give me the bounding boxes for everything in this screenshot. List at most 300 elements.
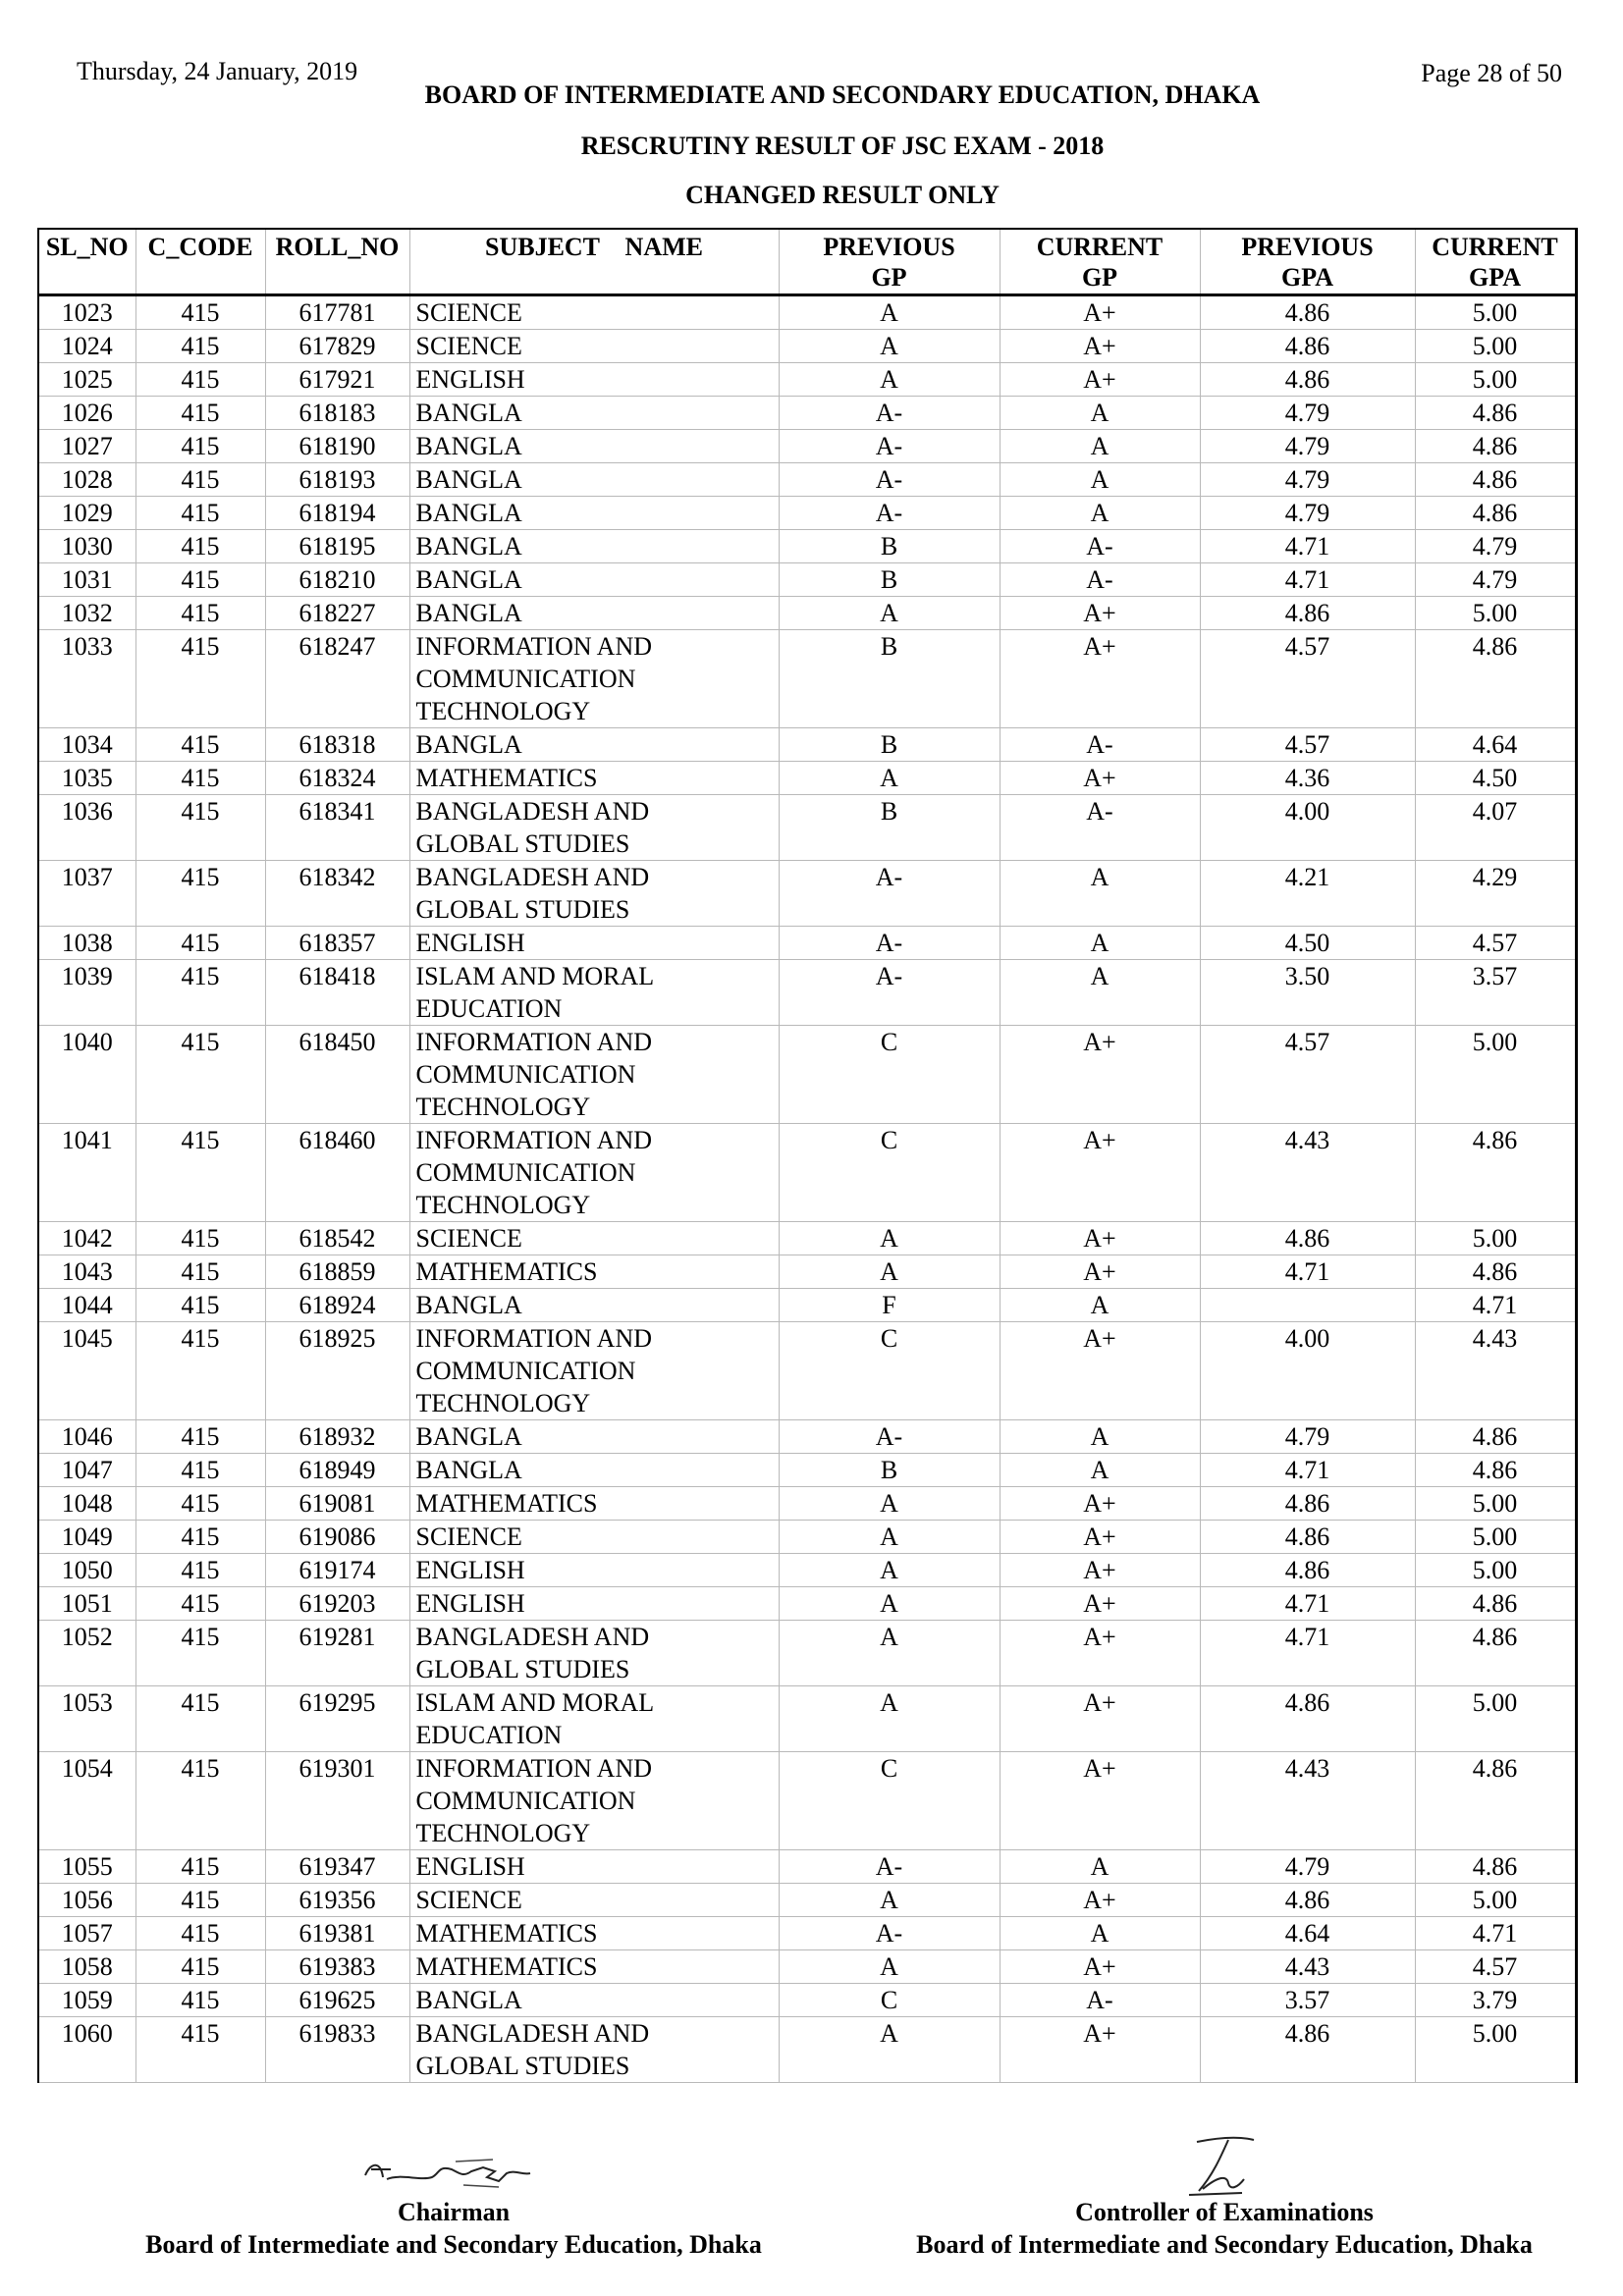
chairman-signature	[361, 2148, 548, 2197]
c-code-cell: 415	[135, 1686, 265, 1752]
roll-no-cell: 619086	[265, 1521, 409, 1554]
previous-gpa-cell: 4.57	[1200, 630, 1415, 728]
chairman-organization: Board of Intermediate and Secondary Education, Dhaka	[145, 2230, 762, 2259]
previous-gpa-cell: 4.79	[1200, 1420, 1415, 1454]
sl-no-cell: 1046	[38, 1420, 135, 1454]
previous-gp-cell: B	[779, 530, 1000, 563]
previous-gpa-cell: 4.71	[1200, 530, 1415, 563]
table-row	[38, 1487, 1576, 1521]
subject-cell	[409, 295, 779, 330]
table-row	[38, 1884, 1576, 1917]
roll-no-cell: 618418	[265, 960, 409, 1026]
header-previous-gpa	[1200, 229, 1415, 295]
roll-no-cell: 619347	[265, 1850, 409, 1884]
roll-no-cell: 618194	[265, 497, 409, 530]
subject-line: BANGLA	[415, 399, 522, 427]
sl-no-cell: 1044	[38, 1289, 135, 1322]
header-current-gpa	[1415, 229, 1576, 295]
subject-cell	[409, 1950, 779, 1984]
roll-no-cell: 618357	[265, 927, 409, 960]
subject-line: COMMUNICATION	[415, 1787, 636, 1815]
sl-no-cell: 1040	[38, 1026, 135, 1124]
previous-gpa-cell: 4.86	[1200, 363, 1415, 397]
subject-line: MATHEMATICS	[415, 1257, 598, 1286]
subject-cell	[409, 762, 779, 795]
subject-cell	[409, 1917, 779, 1950]
previous-gp-cell: B	[779, 1454, 1000, 1487]
c-code-cell: 415	[135, 1487, 265, 1521]
roll-no-cell: 618210	[265, 563, 409, 597]
current-gpa-cell: 4.86	[1415, 463, 1576, 497]
results-table	[37, 228, 1578, 2083]
subject-line: BANGLA	[415, 499, 522, 527]
current-gp-cell: A	[1000, 960, 1200, 1026]
previous-gp-cell: C	[779, 1984, 1000, 2017]
current-gpa-cell: 5.00	[1415, 597, 1576, 630]
roll-no-cell: 617781	[265, 295, 409, 330]
previous-gp-cell: A	[779, 330, 1000, 363]
table-row	[38, 1686, 1576, 1752]
c-code-cell: 415	[135, 960, 265, 1026]
current-gpa-cell: 4.86	[1415, 1850, 1576, 1884]
current-gpa-cell: 4.86	[1415, 397, 1576, 430]
previous-gpa-cell: 4.79	[1200, 1850, 1415, 1884]
subject-cell	[409, 1026, 779, 1124]
sl-no-cell: 1034	[38, 728, 135, 762]
sl-no-cell: 1047	[38, 1454, 135, 1487]
roll-no-cell: 618342	[265, 861, 409, 927]
current-gp-cell: A+	[1000, 1487, 1200, 1521]
current-gpa-cell: 5.00	[1415, 2017, 1576, 2083]
table-row	[38, 1454, 1576, 1487]
roll-no-cell: 619383	[265, 1950, 409, 1984]
subject-cell	[409, 363, 779, 397]
subject-line: BANGLA	[415, 1291, 522, 1319]
subject-cell	[409, 728, 779, 762]
subject-cell	[409, 463, 779, 497]
c-code-cell: 415	[135, 1521, 265, 1554]
c-code-cell: 415	[135, 1124, 265, 1222]
table-row	[38, 1984, 1576, 2017]
c-code-cell: 415	[135, 1222, 265, 1255]
subject-cell	[409, 597, 779, 630]
subject-line: BANGLADESH AND	[415, 797, 650, 826]
previous-gp-cell: A	[779, 1621, 1000, 1686]
current-gpa-cell: 4.71	[1415, 1917, 1576, 1950]
subject-line: TECHNOLOGY	[415, 697, 591, 725]
current-gp-cell: A+	[1000, 1686, 1200, 1752]
sl-no-cell: 1054	[38, 1752, 135, 1850]
current-gp-cell: A+	[1000, 762, 1200, 795]
c-code-cell: 415	[135, 2017, 265, 2083]
roll-no-cell: 619356	[265, 1884, 409, 1917]
c-code-cell: 415	[135, 1587, 265, 1621]
current-gp-cell: A+	[1000, 295, 1200, 330]
previous-gpa-cell: 4.71	[1200, 563, 1415, 597]
subject-line: MATHEMATICS	[415, 1952, 598, 1981]
subject-cell	[409, 2017, 779, 2083]
current-gpa-cell: 5.00	[1415, 330, 1576, 363]
previous-gpa-cell: 3.57	[1200, 1984, 1415, 2017]
roll-no-cell: 617829	[265, 330, 409, 363]
subject-cell	[409, 1322, 779, 1420]
previous-gp-cell: A-	[779, 1850, 1000, 1884]
current-gp-cell: A+	[1000, 330, 1200, 363]
header-sl-no: SL_NO	[38, 229, 135, 295]
previous-gp-cell: B	[779, 630, 1000, 728]
subject-line: BANGLADESH AND	[415, 2019, 650, 2048]
subject-line: GLOBAL STUDIES	[415, 895, 630, 924]
subject-line: ISLAM AND MORAL	[415, 962, 655, 990]
current-gpa-cell: 4.79	[1415, 563, 1576, 597]
table-row	[38, 795, 1576, 861]
current-gp-cell: A+	[1000, 1950, 1200, 1984]
previous-gp-cell: B	[779, 795, 1000, 861]
chairman-signature-block	[118, 2148, 789, 2262]
current-gpa-cell: 5.00	[1415, 1686, 1576, 1752]
sl-no-cell: 1033	[38, 630, 135, 728]
previous-gp-cell: A	[779, 1950, 1000, 1984]
previous-gp-cell: A	[779, 1255, 1000, 1289]
current-gpa-cell: 4.79	[1415, 530, 1576, 563]
c-code-cell: 415	[135, 728, 265, 762]
previous-gp-cell: A	[779, 1587, 1000, 1621]
table-row	[38, 630, 1576, 728]
subject-line: COMMUNICATION	[415, 665, 636, 693]
table-row	[38, 728, 1576, 762]
subject-cell	[409, 960, 779, 1026]
previous-gp-cell: A-	[779, 497, 1000, 530]
roll-no-cell: 618183	[265, 397, 409, 430]
table-row	[38, 295, 1576, 330]
subject-line: GLOBAL STUDIES	[415, 2052, 630, 2080]
previous-gpa-cell: 4.36	[1200, 762, 1415, 795]
current-gp-cell: A	[1000, 1917, 1200, 1950]
table-row	[38, 1850, 1576, 1884]
subject-line: MATHEMATICS	[415, 1489, 598, 1518]
previous-gpa-cell: 4.86	[1200, 2017, 1415, 2083]
c-code-cell: 415	[135, 1255, 265, 1289]
table-row	[38, 1255, 1576, 1289]
subject-cell	[409, 1850, 779, 1884]
previous-gpa-cell: 4.00	[1200, 1322, 1415, 1420]
subject-line: COMMUNICATION	[415, 1357, 636, 1385]
subject-line: MATHEMATICS	[415, 1919, 598, 1948]
subject-line: COMMUNICATION	[415, 1158, 636, 1187]
roll-no-cell: 619625	[265, 1984, 409, 2017]
current-gpa-cell: 5.00	[1415, 1521, 1576, 1554]
c-code-cell: 415	[135, 430, 265, 463]
table-row	[38, 363, 1576, 397]
subject-line: COMMUNICATION	[415, 1060, 636, 1089]
sl-no-cell: 1027	[38, 430, 135, 463]
roll-no-cell: 618318	[265, 728, 409, 762]
subject-line: GLOBAL STUDIES	[415, 1655, 630, 1683]
table-row	[38, 563, 1576, 597]
current-gpa-cell: 4.43	[1415, 1322, 1576, 1420]
previous-gpa-cell: 4.43	[1200, 1124, 1415, 1222]
current-gpa-cell: 4.86	[1415, 1752, 1576, 1850]
previous-gpa-cell: 4.86	[1200, 330, 1415, 363]
table-row	[38, 430, 1576, 463]
subject-line: TECHNOLOGY	[415, 1819, 591, 1847]
table-header-row	[38, 229, 1576, 295]
subject-cell	[409, 1587, 779, 1621]
subject-line: BANGLADESH AND	[415, 1623, 650, 1651]
roll-no-cell: 619174	[265, 1554, 409, 1587]
header-previous-gp-line2: GP	[871, 263, 907, 292]
previous-gpa-cell: 4.86	[1200, 1487, 1415, 1521]
previous-gpa-cell: 4.86	[1200, 1222, 1415, 1255]
subject-cell	[409, 1124, 779, 1222]
current-gp-cell: A	[1000, 1289, 1200, 1322]
current-gpa-cell: 5.00	[1415, 1222, 1576, 1255]
previous-gpa-cell: 4.50	[1200, 927, 1415, 960]
sl-no-cell: 1042	[38, 1222, 135, 1255]
previous-gpa-cell: 4.79	[1200, 463, 1415, 497]
current-gpa-cell: 3.57	[1415, 960, 1576, 1026]
header-current-gpa-line2: GPA	[1469, 263, 1521, 292]
current-gp-cell: A-	[1000, 563, 1200, 597]
table-row	[38, 330, 1576, 363]
previous-gp-cell: A	[779, 1884, 1000, 1917]
table-row	[38, 1124, 1576, 1222]
current-gp-cell: A+	[1000, 1124, 1200, 1222]
previous-gp-cell: A	[779, 295, 1000, 330]
current-gp-cell: A-	[1000, 795, 1200, 861]
table-row	[38, 1289, 1576, 1322]
table-row	[38, 1222, 1576, 1255]
sl-no-cell: 1043	[38, 1255, 135, 1289]
table-row	[38, 2017, 1576, 2083]
roll-no-cell: 618247	[265, 630, 409, 728]
c-code-cell: 415	[135, 330, 265, 363]
current-gp-cell: A+	[1000, 363, 1200, 397]
subject-cell	[409, 1984, 779, 2017]
header-previous-gp-line1: PREVIOUS	[823, 233, 955, 261]
subject-line: BANGLA	[415, 599, 522, 627]
previous-gpa-cell: 4.21	[1200, 861, 1415, 927]
previous-gp-cell: A	[779, 1686, 1000, 1752]
subject-line: BANGLA	[415, 1456, 522, 1484]
c-code-cell: 415	[135, 463, 265, 497]
current-gp-cell: A	[1000, 1420, 1200, 1454]
current-gpa-cell: 4.71	[1415, 1289, 1576, 1322]
roll-no-cell: 618190	[265, 430, 409, 463]
table-row	[38, 1554, 1576, 1587]
c-code-cell: 415	[135, 861, 265, 927]
subject-line: SCIENCE	[415, 298, 522, 327]
subject-cell	[409, 497, 779, 530]
subject-cell	[409, 1255, 779, 1289]
sl-no-cell: 1053	[38, 1686, 135, 1752]
subject-line: EDUCATION	[415, 994, 563, 1023]
current-gp-cell: A+	[1000, 630, 1200, 728]
subject-cell	[409, 330, 779, 363]
table-row	[38, 1521, 1576, 1554]
table-row	[38, 1026, 1576, 1124]
table-row	[38, 927, 1576, 960]
previous-gpa-cell: 4.43	[1200, 1752, 1415, 1850]
c-code-cell: 415	[135, 497, 265, 530]
previous-gpa-cell: 4.86	[1200, 597, 1415, 630]
sl-no-cell: 1035	[38, 762, 135, 795]
current-gp-cell: A+	[1000, 1322, 1200, 1420]
subject-cell	[409, 530, 779, 563]
subject-line: GLOBAL STUDIES	[415, 829, 630, 858]
previous-gp-cell: A	[779, 1222, 1000, 1255]
subject-line: BANGLA	[415, 730, 522, 759]
c-code-cell: 415	[135, 397, 265, 430]
current-gpa-cell: 4.86	[1415, 430, 1576, 463]
c-code-cell: 415	[135, 1420, 265, 1454]
current-gpa-cell: 3.79	[1415, 1984, 1576, 2017]
sl-no-cell: 1028	[38, 463, 135, 497]
previous-gpa-cell: 4.79	[1200, 430, 1415, 463]
print-date: Thursday, 24 January, 2019	[77, 57, 358, 85]
header-current-gp	[1000, 229, 1200, 295]
current-gp-cell: A-	[1000, 1984, 1200, 2017]
current-gp-cell: A+	[1000, 1621, 1200, 1686]
table-row	[38, 1950, 1576, 1984]
subject-cell	[409, 1752, 779, 1850]
current-gp-cell: A	[1000, 463, 1200, 497]
current-gp-cell: A+	[1000, 1884, 1200, 1917]
previous-gp-cell: A-	[779, 430, 1000, 463]
c-code-cell: 415	[135, 363, 265, 397]
c-code-cell: 415	[135, 1621, 265, 1686]
subject-line: INFORMATION AND	[415, 1754, 653, 1783]
c-code-cell: 415	[135, 1984, 265, 2017]
subject-cell	[409, 861, 779, 927]
c-code-cell: 415	[135, 795, 265, 861]
c-code-cell: 415	[135, 1850, 265, 1884]
previous-gp-cell: C	[779, 1322, 1000, 1420]
subject-line: SCIENCE	[415, 1522, 522, 1551]
previous-gp-cell: A-	[779, 927, 1000, 960]
sl-no-cell: 1060	[38, 2017, 135, 2083]
previous-gp-cell: C	[779, 1752, 1000, 1850]
subject-cell	[409, 1621, 779, 1686]
subject-line: TECHNOLOGY	[415, 1389, 591, 1417]
header-previous-gpa-line2: GPA	[1281, 263, 1333, 292]
current-gp-cell: A+	[1000, 1255, 1200, 1289]
table-row	[38, 497, 1576, 530]
subject-cell	[409, 430, 779, 463]
roll-no-cell: 618949	[265, 1454, 409, 1487]
roll-no-cell: 618324	[265, 762, 409, 795]
current-gpa-cell: 5.00	[1415, 295, 1576, 330]
subject-line: BANGLADESH AND	[415, 863, 650, 891]
c-code-cell: 415	[135, 762, 265, 795]
current-gp-cell: A	[1000, 927, 1200, 960]
subject-line: BANGLA	[415, 1986, 522, 2014]
c-code-cell: 415	[135, 1322, 265, 1420]
previous-gp-cell: C	[779, 1026, 1000, 1124]
previous-gpa-cell: 4.86	[1200, 295, 1415, 330]
previous-gp-cell: A-	[779, 960, 1000, 1026]
subject-cell	[409, 1554, 779, 1587]
previous-gp-cell: B	[779, 728, 1000, 762]
current-gp-cell: A-	[1000, 728, 1200, 762]
subject-line: ENGLISH	[415, 365, 525, 394]
roll-no-cell: 618341	[265, 795, 409, 861]
current-gpa-cell: 4.86	[1415, 497, 1576, 530]
subject-line: BANGLA	[415, 1422, 522, 1451]
sl-no-cell: 1038	[38, 927, 135, 960]
roll-no-cell: 618925	[265, 1322, 409, 1420]
filter-title: CHANGED RESULT ONLY	[685, 181, 1000, 209]
table-row	[38, 397, 1576, 430]
previous-gpa-cell: 4.86	[1200, 1554, 1415, 1587]
subject-line: BANGLA	[415, 465, 522, 494]
current-gp-cell: A	[1000, 397, 1200, 430]
subject-line: INFORMATION AND	[415, 1324, 653, 1353]
previous-gp-cell: A	[779, 1521, 1000, 1554]
sl-no-cell: 1030	[38, 530, 135, 563]
sl-no-cell: 1045	[38, 1322, 135, 1420]
current-gpa-cell: 4.86	[1415, 1420, 1576, 1454]
board-title: BOARD OF INTERMEDIATE AND SECONDARY EDUCATION, DHAKA	[424, 80, 1261, 109]
subject-cell	[409, 795, 779, 861]
header-c-code: C_CODE	[135, 229, 265, 295]
subject-cell	[409, 1884, 779, 1917]
current-gp-cell: A+	[1000, 1752, 1200, 1850]
previous-gpa-cell	[1200, 1289, 1415, 1322]
sl-no-cell: 1051	[38, 1587, 135, 1621]
c-code-cell: 415	[135, 1917, 265, 1950]
subject-line: SCIENCE	[415, 1224, 522, 1253]
sl-no-cell: 1036	[38, 795, 135, 861]
c-code-cell: 415	[135, 1454, 265, 1487]
subject-cell	[409, 1686, 779, 1752]
previous-gpa-cell: 4.86	[1200, 1884, 1415, 1917]
current-gpa-cell: 5.00	[1415, 363, 1576, 397]
page-number: Page 28 of 50	[1421, 59, 1562, 87]
header-previous-gpa-line1: PREVIOUS	[1241, 233, 1374, 261]
c-code-cell: 415	[135, 530, 265, 563]
subject-cell	[409, 1487, 779, 1521]
table-row	[38, 1322, 1576, 1420]
previous-gpa-cell: 4.64	[1200, 1917, 1415, 1950]
subject-line: INFORMATION AND	[415, 1126, 653, 1154]
subject-line: TECHNOLOGY	[415, 1093, 591, 1121]
previous-gpa-cell: 3.50	[1200, 960, 1415, 1026]
c-code-cell: 415	[135, 597, 265, 630]
previous-gpa-cell: 4.86	[1200, 1521, 1415, 1554]
current-gpa-cell: 5.00	[1415, 1884, 1576, 1917]
c-code-cell: 415	[135, 1026, 265, 1124]
subject-line: ENGLISH	[415, 1589, 525, 1618]
subject-line: ENGLISH	[415, 1852, 525, 1881]
roll-no-cell: 618859	[265, 1255, 409, 1289]
roll-no-cell: 618460	[265, 1124, 409, 1222]
roll-no-cell: 617921	[265, 363, 409, 397]
exam-title: RESCRUTINY RESULT OF JSC EXAM - 2018	[580, 132, 1105, 160]
current-gpa-cell: 4.86	[1415, 1124, 1576, 1222]
roll-no-cell: 618924	[265, 1289, 409, 1322]
subject-line: MATHEMATICS	[415, 764, 598, 792]
previous-gp-cell: F	[779, 1289, 1000, 1322]
table-row	[38, 463, 1576, 497]
sl-no-cell: 1039	[38, 960, 135, 1026]
chairman-role: Chairman	[397, 2198, 511, 2226]
previous-gp-cell: A	[779, 2017, 1000, 2083]
header-subject-name: SUBJECT NAME	[409, 229, 779, 295]
sl-no-cell: 1056	[38, 1884, 135, 1917]
previous-gp-cell: C	[779, 1124, 1000, 1222]
subject-line: BANGLA	[415, 432, 522, 460]
